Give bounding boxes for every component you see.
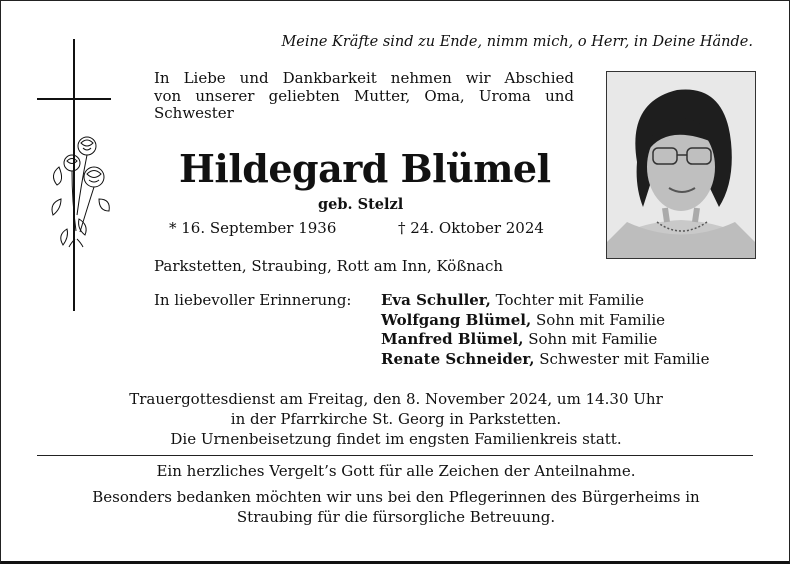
service-line: Die Urnenbeisetzung findet im engsten Familienkreis statt.: [170, 430, 622, 448]
divider: [37, 455, 753, 456]
deceased-name: Hildegard Blümel: [179, 146, 551, 191]
mourner-name: Eva Schuller,: [381, 291, 491, 309]
list-item: [381, 330, 709, 350]
list-item: [381, 350, 709, 370]
death-date: † 24. Oktober 2024: [398, 219, 544, 237]
intro-line: Schwester: [154, 104, 234, 122]
service-line: in der Pfarrkirche St. Georg in Parkstetten.: [230, 410, 562, 428]
birth-date: * 16. September 1936: [169, 219, 337, 237]
maiden-name: geb. Stelzl: [318, 196, 404, 213]
mourner-relation: Sohn mit Familie: [536, 310, 666, 329]
places: Parkstetten, Straubing, Rott am Inn, Kößnach: [154, 257, 504, 275]
thanks-line: Besonders bedanken möchten wir uns bei den Pflegerinnen des Bürgerheims in: [92, 488, 700, 506]
motto: Meine Kräfte sind zu Ende, nimm mich, o Herr, in Deine Hände.: [281, 34, 753, 50]
mourners-list: [381, 291, 709, 369]
mourner-name: Manfred Blümel,: [381, 330, 524, 348]
service-line: Trauergottesdienst am Freitag, den 8. November 2024, um 14.30 Uhr: [129, 390, 663, 408]
memory-label: In liebevoller Erinnerung:: [154, 291, 352, 309]
intro-line: von unserer geliebten Mutter, Oma, Uroma und: [154, 86, 574, 105]
mourner-relation: Sohn mit Familie: [528, 330, 658, 348]
mourner-relation: Schwester mit Familie: [539, 349, 710, 368]
service-info: [1, 389, 790, 449]
thanks-line: Straubing für die fürsorgliche Betreuung.: [236, 508, 556, 526]
mourner-relation: Tochter mit Familie: [495, 291, 645, 309]
thanks-line: Ein herzliches Vergelt’s Gott für alle Zeichen der Anteilnahme.: [156, 462, 636, 480]
list-item: [381, 291, 709, 311]
cross-with-roses-icon: [37, 39, 117, 311]
list-item: [381, 311, 709, 331]
thanks-text: [41, 487, 751, 527]
intro-line: In Liebe und Dankbarkeit nehmen wir Abschied: [154, 69, 574, 87]
portrait-photo: [606, 71, 756, 259]
mourner-name: Wolfgang Blümel,: [381, 310, 532, 329]
mourner-name: Renate Schneider,: [381, 349, 535, 368]
intro-text: [154, 70, 574, 123]
